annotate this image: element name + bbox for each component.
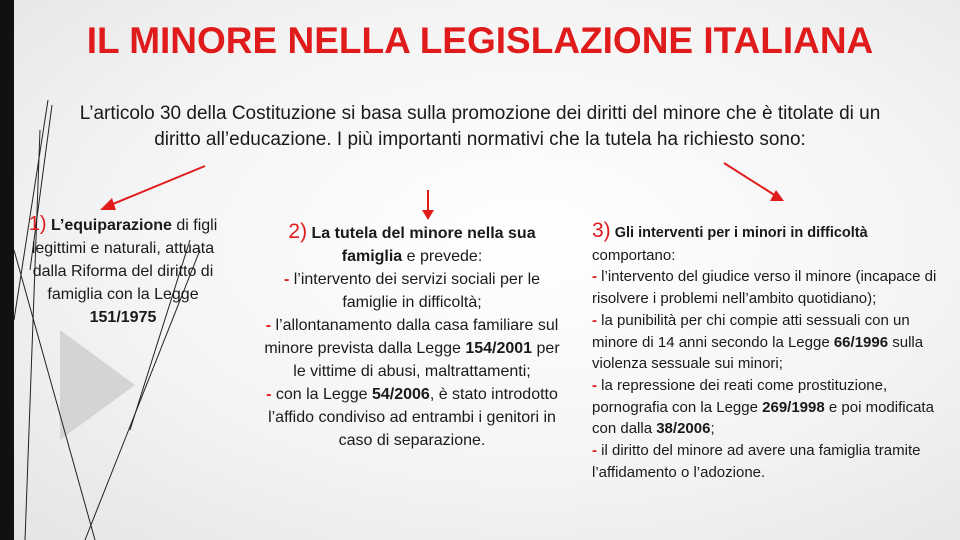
point-2-item-3: - con la Legge 54/2006, è stato introdotto l’affido condiviso ad entrambi i genitori in caso di separazione. <box>266 386 558 449</box>
grey-side-chevron <box>60 330 135 440</box>
point-2-block <box>256 220 568 452</box>
arrow-right-icon <box>724 163 784 201</box>
point-1-number: 1) <box>28 213 47 235</box>
point-3-block <box>592 220 954 483</box>
point-2-lead: La tutela del minore nella sua famiglia <box>307 225 536 265</box>
red-arrows <box>100 163 784 220</box>
point-2-item-1: - l’intervento dei servizi sociali per le famiglie in difficoltà; <box>283 271 541 311</box>
point-1-lead: L’equiparazione <box>50 217 172 234</box>
point-2-item-2: - l’allontanamento dalla casa familiare sul minore prevista dalla Legge 154/2001 per le vittime di abusi, maltrattamenti; <box>264 317 560 380</box>
point-2-lead-end: e prevede: <box>402 248 483 265</box>
point-3-lead-cont: comportano: <box>592 246 676 264</box>
intro-paragraph: L’articolo 30 della Costituzione si basa sulla promozione dei diritti del minore che è titolate di un diritto all’educazione. I più importanti normativi che la tutela ha richiesto sono: <box>79 103 881 150</box>
point-1-block <box>16 213 230 329</box>
point-3-number: 3) <box>592 219 611 242</box>
point-1-law: 151/1975 <box>89 309 157 326</box>
page-title: IL MINORE NELLA LEGISLAZIONE ITALIANA <box>86 20 874 61</box>
point-3-item-3: - la repressione dei reati come prostituzione, pornografia con la Legge 269/1998 e poi modificata con dalla 38/2006; <box>592 376 934 438</box>
point-2-number: 2) <box>288 220 308 243</box>
point-3-lead: Gli interventi per i minori in difficoltà <box>610 225 868 241</box>
point-3-item-1: - l’intervento del giudice verso il minore (incapace di risolvere i problemi nell’ambito quotidiano); <box>592 268 937 308</box>
point-3-item-2: - la punibilità per chi compie atti sessuali con un minore di 14 anni secondo la Legge 66/1996 sulla violenza sessuale sui minori; <box>592 311 924 373</box>
arrow-down-icon <box>422 190 434 220</box>
point-1-text: di figli legittimi e naturali, attuata dalla Riforma del diritto di famiglia con la Legge <box>31 217 218 303</box>
point-3-item-4: - il diritto del minore ad avere una famiglia tramite l’affidamento o l’adozione. <box>592 442 921 481</box>
arrow-left-icon <box>100 166 205 210</box>
left-edge-bar <box>0 0 14 540</box>
